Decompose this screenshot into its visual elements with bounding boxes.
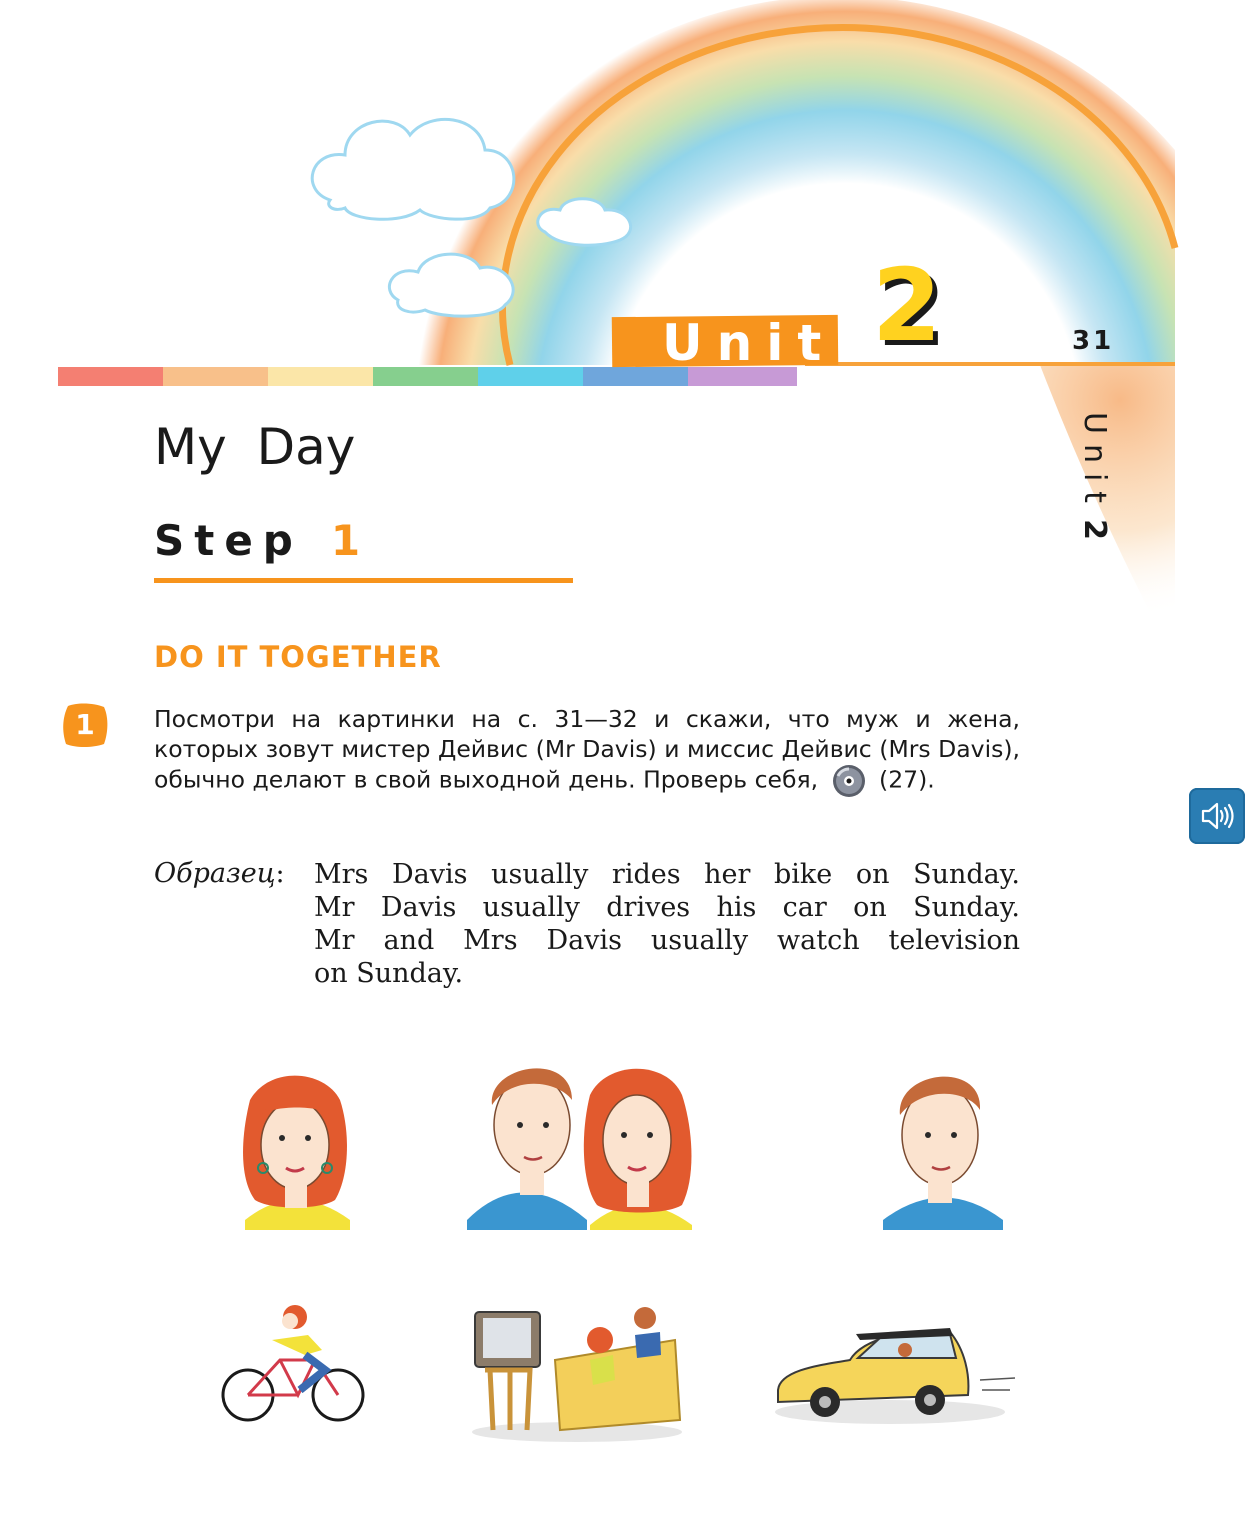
side-unit-tab [1068, 412, 1128, 572]
stripe-yellow [268, 367, 373, 386]
side-unit-number: 2 [1077, 519, 1112, 550]
step-heading [154, 516, 370, 565]
page-number: 31 [1072, 326, 1115, 356]
stripe-orange [163, 367, 268, 386]
mr-davis-portrait-illustration [878, 1055, 1008, 1230]
step-underline [154, 578, 573, 583]
instructions-text: Посмотри на картинки на с. 31—32 и скажи, что муж и жена, которых зовут мистер Дейвис (Mr Davis) и миссис Дейвис (Mrs Davis), обычно делают в свой выходной день. Проверь себя, [154, 705, 1020, 794]
section-heading: DO IT TOGETHER [154, 640, 442, 674]
page-title: My Day [154, 418, 356, 476]
cloud-large [312, 119, 514, 219]
step-label: Step [154, 516, 303, 565]
speaker-icon [1189, 788, 1245, 844]
driving-car-illustration [770, 1320, 1025, 1430]
exercise-instructions [154, 704, 1020, 798]
stripe-cyan [478, 367, 583, 386]
sample-sentences [314, 858, 1020, 990]
sample-label [154, 858, 285, 889]
sample-colon: : [275, 858, 285, 889]
track-number: (27). [879, 765, 935, 794]
unit-number: 2 [872, 247, 942, 364]
sample-label-text: Образец [154, 858, 276, 889]
sample-line: on Sunday. [314, 958, 464, 989]
stripe-red [58, 367, 163, 386]
stripe-green [373, 367, 478, 386]
exercise-number: 1 [75, 708, 95, 741]
exercise-number-badge [60, 700, 110, 750]
step-number: 1 [330, 516, 371, 565]
watching-tv-illustration [465, 1300, 690, 1445]
side-unit-word: Unit [1077, 412, 1112, 514]
cd-disc-icon[interactable] [832, 764, 866, 798]
sample-line: Mr Davis usually drives his car on Sunday. [314, 892, 1020, 923]
mr-and-mrs-davis-portrait-illustration [462, 1045, 697, 1230]
sample-line: Mrs Davis usually rides her bike on Sunday. [314, 859, 1020, 890]
unit-label: Unit [662, 314, 836, 372]
audio-play-button[interactable] [1189, 788, 1245, 844]
sample-line: Mr and Mrs Davis usually watch television [314, 925, 1020, 956]
riding-bike-illustration [220, 1295, 370, 1430]
mrs-davis-portrait-illustration [230, 1060, 360, 1230]
